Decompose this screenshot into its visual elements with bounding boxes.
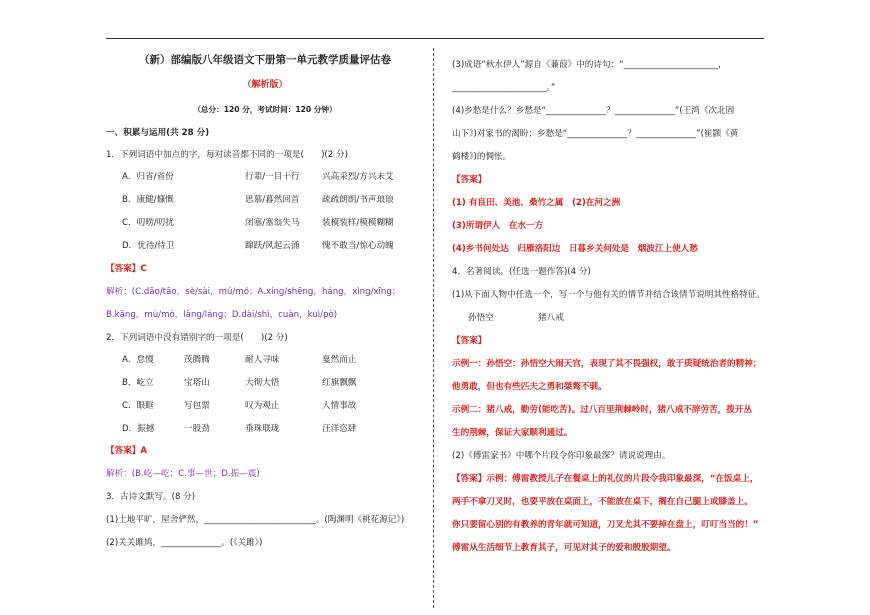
q4-part-2-answer-1: 【答案】示例：傅雷教授儿子在餐桌上的礼仪的片段令我印象最深，“在饭桌上， [452, 474, 759, 484]
q1-analysis-line-2: B.kāng，mù/mò，lǎng/láng；D.dài/shì，cuàn，kuì/pò) [106, 310, 338, 320]
q1-option-b-1: B．康健/慷慨 [122, 195, 174, 205]
example-2-line-2: 生的荆棘，保证大家顺利通过。 [452, 428, 573, 438]
question-2-stem: 2．下列词语中没有错别字的一项是( )(2 分) [106, 333, 288, 343]
q1-option-c-1: C．叨唠/叨扰 [122, 218, 174, 228]
q4-part-2-prompt: (2)《傅雷家书》中哪个片段令你印象最深？请说说理由。 [452, 451, 671, 461]
q3-item-3-line-2: ______________________。” [452, 83, 556, 93]
q3-answer-3: (4)乡书何处达 归雁洛阳边 日暮乡关何处是 烟波江上使人愁 [452, 244, 698, 254]
question-4-stem: 4．名著阅读。(任选一题作答)(4 分) [452, 267, 591, 277]
q1-option-d-2: 蹿跃/风起云涌 [245, 241, 300, 251]
page-subtitle: （解析版） [242, 80, 288, 90]
q3-answer-1: (1) 有良田、美池、桑竹之属 (2)在河之洲 [452, 198, 621, 208]
q1-option-c-3: 装模装样/模模糊糊 [322, 218, 394, 228]
example-1-line-1: 示例一：孙悟空：孙悟空大闹天宫，表现了其不畏强权，敢于质疑统治者的精神； [452, 359, 762, 369]
q1-option-d-3: 愧不敢当/惊心动魄 [322, 241, 394, 251]
q4-answer-label: 【答案】 [452, 336, 487, 346]
q2-option-b-2: 宝塔山 [184, 378, 210, 388]
character-name-2: 猪八戒 [538, 313, 564, 323]
q3-line-1: (1)土地平旷，屋舍俨然，__________________________。(陶渊明《桃花源记》) [106, 515, 405, 525]
q2-option-a-2: 茂腾腾 [184, 355, 210, 365]
question-3-stem: 3．古诗文默写。(8 分) [106, 492, 196, 502]
q2-option-b-1: B．屹立 [122, 378, 154, 388]
q1-option-c-2: 闭塞/塞翁失马 [245, 218, 300, 228]
q1-option-b-2: 思慕/暮然回首 [245, 195, 300, 205]
q1-option-a-1: A．归省/省份 [122, 172, 174, 182]
q2-option-a-3: 耐人寻味 [245, 355, 280, 365]
question-2-options [106, 355, 424, 455]
page-title: （新）部编版八年级语文下册第一单元教学质量评估卷 [139, 54, 391, 66]
q2-option-c-3: 叹为观止 [245, 401, 280, 411]
q1-option-a-3: 兴高采烈/方兴未艾 [322, 172, 394, 182]
question-1-stem: 1．下列词语中加点的字，每对读音都不同的一项是( )(2 分) [106, 150, 348, 160]
question-1-options [106, 172, 424, 272]
q2-option-c-4: 人情事故 [322, 401, 357, 411]
q4-part-2-answer-2: 两手不拿刀叉时，也要平放在桌面上，不能放在桌下，搁在自己腿上或膝盖上。 [452, 497, 753, 507]
q2-option-a-4: 戛然而止 [322, 355, 357, 365]
example-2-line-1: 示例二：猪八戒，勤劳(能吃苦)。过八百里荆棘岭时，猪八戒不辞劳苦，拨开丛 [452, 405, 753, 415]
top-rule [106, 38, 764, 39]
q1-answer: 【答案】C [106, 264, 147, 274]
q2-option-d-1: D．振撼 [122, 424, 155, 434]
q2-option-d-4: 汪洋恣肆 [322, 424, 357, 434]
q2-option-b-4: 红旗飘飘 [322, 378, 357, 388]
section-heading: 一、积累与运用(共 28 分) [106, 128, 210, 138]
q3-answer-2: (3)所谓伊人 在水一方 [452, 221, 544, 231]
q3-item-3-line-1: (3)成语“秋水伊人”源自《蒹葭》中的诗句：“______________________， [452, 60, 727, 70]
exam-info: （总分：120 分，考试时间：120 分钟） [193, 105, 337, 114]
q2-option-d-2: 一股劲 [184, 424, 210, 434]
character-name-1: 孙悟空 [468, 313, 494, 323]
q2-answer: 【答案】A [106, 446, 148, 456]
q2-option-b-3: 大彻大悟 [245, 378, 280, 388]
q2-analysis: 解析：(B.屹—屹；C.事—世；D.振—震) [106, 469, 260, 479]
example-1-line-2: 他勇敢，但也有些匹夫之勇和桀骜不驯。 [452, 382, 607, 392]
q1-option-b-3: 疏疏朗朗/书声琅琅 [322, 195, 394, 205]
column-divider [433, 48, 434, 608]
q2-option-d-3: 垂珠联珑 [245, 424, 280, 434]
q3-item-4-line-1: (4)乡愁是什么？乡愁是“______________？______________”(王湾《次北固 [452, 106, 735, 116]
q3-item-4-line-2: 山下》)对家书的渴盼；乡愁是“______________？______________”(崔颢《黄 [452, 129, 739, 139]
q1-option-a-2: 行辈/一目十行 [245, 172, 300, 182]
q3-line-2: (2)关关雎鸠，______________。(《关雎》) [106, 538, 263, 548]
q4-part-2-answer-3: 你只要留心别的有教养的青年就可知道，刀叉尤其不要掉在盘上，叮叮当当的！” [452, 520, 759, 530]
q3-answer-label: 【答案】 [452, 175, 487, 185]
q2-option-c-1: C．眼眶 [122, 401, 154, 411]
q2-option-c-2: 写包票 [184, 401, 210, 411]
q3-item-4-line-3: 鹤楼》)的惆怅。 [452, 152, 512, 162]
q4-part-2-answer-4: 傅雷从生活细节上教育其子，可见对其子的爱和殷殷期望。 [452, 543, 676, 553]
q2-option-a-1: A．怠慢 [122, 355, 154, 365]
q4-part-1-prompt: (1)从下面人物中任选一个，写一个与他有关的情节并结合该情节说明其性格特征。 [452, 290, 765, 300]
q1-option-d-1: D．优待/侍卫 [122, 241, 175, 251]
q1-analysis-line-1: 解析：(C.dāo/tāo，sè/sài，mú/mó；A.xíng/shēng，háng，xìng/xīng； [106, 287, 401, 297]
